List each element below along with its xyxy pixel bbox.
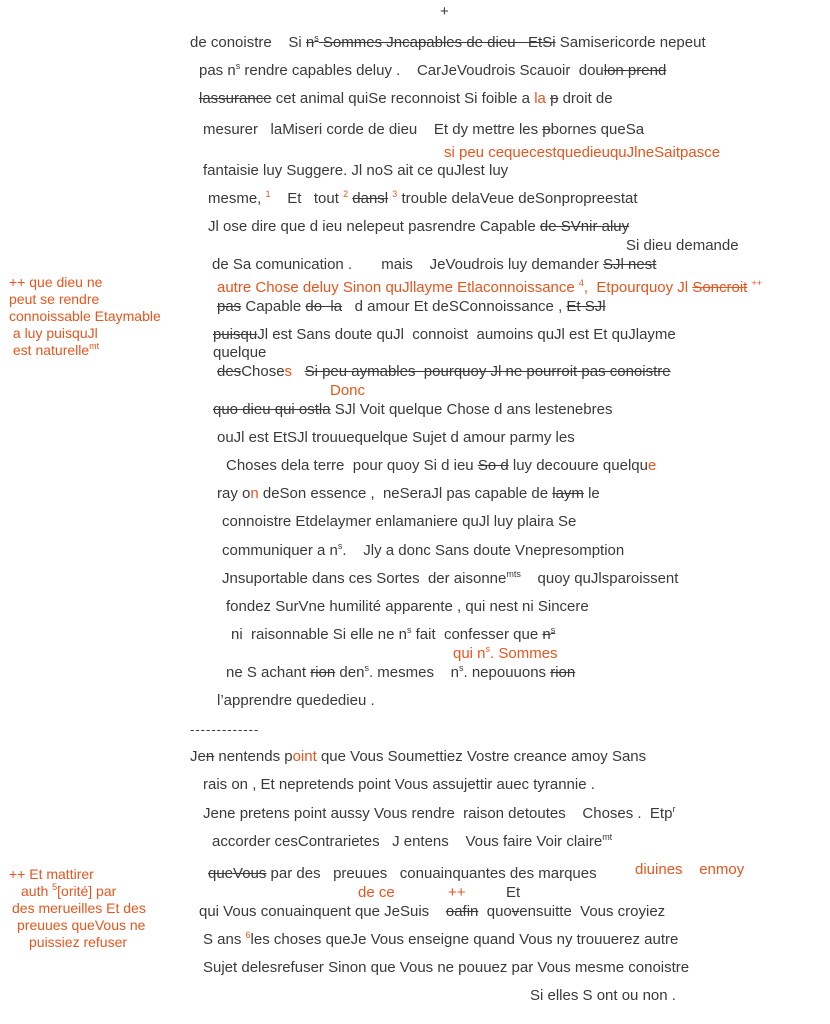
text-line bbox=[199, 903, 665, 921]
text-line bbox=[222, 570, 678, 588]
deleted-text: lon prend bbox=[603, 62, 667, 79]
interlinear-insertion: si peu cequecestquedieuquJlneSaitpasce bbox=[444, 144, 721, 161]
deleted-text: rion bbox=[310, 664, 336, 681]
text-span: trouble delaVeue deSonpropreestat bbox=[397, 190, 638, 207]
text-span: Jl est Sans doute quJl connoist aumoins quJl est Et quJlayme bbox=[257, 326, 676, 343]
margin-note-2-line: des merueilles Et des bbox=[12, 900, 146, 916]
text-span: accorder cesContrarietes J entens Vous faire Voir claire bbox=[212, 833, 603, 850]
text-span: n bbox=[542, 626, 551, 643]
text-line bbox=[231, 626, 555, 644]
text-span: Je bbox=[190, 748, 206, 765]
deleted-text: puisqu bbox=[213, 326, 258, 343]
text-line bbox=[212, 833, 612, 851]
text-span: d amour Et deSConnoissance , bbox=[342, 298, 567, 315]
text-span: qui Vous conuainquent que JeSuis bbox=[199, 903, 446, 920]
superscript: mts bbox=[506, 569, 521, 579]
text-line bbox=[212, 256, 656, 274]
deleted-text: oafin bbox=[445, 903, 479, 920]
text-span: Samisericorde nepeut bbox=[555, 34, 706, 51]
text-span: les choses queJe Vous enseigne quand Vous ny trouuerez autre bbox=[250, 931, 679, 948]
text-span: le bbox=[583, 485, 600, 502]
note-mark: ++ bbox=[448, 884, 466, 901]
text-span: que Vous Soumettiez Vostre creance amoy Sans bbox=[316, 748, 647, 765]
margin-note-2-line: ++ Et mattirer bbox=[9, 866, 94, 882]
text-line: fondez SurVne humilité apparente , qui nest ni Sincere bbox=[226, 598, 589, 615]
deleted-text: n bbox=[205, 748, 215, 765]
deleted-text: dansl bbox=[352, 190, 389, 207]
text-span: qui n bbox=[453, 645, 486, 662]
margin-note-2 bbox=[9, 866, 146, 951]
text-line bbox=[199, 62, 666, 80]
deleted-text: queVous bbox=[208, 865, 267, 882]
header-plus-mark: + bbox=[440, 3, 449, 20]
text-line: l’apprendre quededieu . bbox=[217, 692, 375, 709]
text-line: Sujet delesrefuser Sinon que Vous ne pouuez par Vous mesme conoistre bbox=[203, 959, 690, 976]
text-line: Si elles S ont ou non . bbox=[530, 987, 676, 1004]
deleted-text bbox=[542, 626, 555, 643]
text-line bbox=[213, 326, 676, 344]
deleted-text: v bbox=[511, 903, 520, 920]
text-span: . mesmes n bbox=[368, 664, 459, 681]
deleted-text: Si peu aymables pourquoy Jl ne pourroit pas conoistre bbox=[304, 363, 671, 380]
text-span: n bbox=[305, 34, 315, 51]
interlinear-insertion: de ce bbox=[358, 884, 395, 901]
deleted-text: do la bbox=[305, 298, 343, 315]
superscript: s bbox=[550, 625, 556, 635]
text-span: ni raisonnable Si elle ne n bbox=[231, 626, 407, 643]
deleted-text: rion bbox=[550, 664, 576, 681]
margin-note-1-line: peut se rendre bbox=[9, 291, 100, 307]
text-span: de conoistre Si bbox=[190, 34, 306, 51]
text-span: droit de bbox=[558, 90, 613, 107]
text-line bbox=[190, 34, 706, 52]
text-span bbox=[292, 363, 305, 380]
text-span: de Sa comunication . mais JeVoudrois luy demander bbox=[212, 256, 604, 273]
text-span: pas n bbox=[199, 62, 236, 79]
superscript: s bbox=[485, 644, 491, 654]
text-span: quo bbox=[478, 903, 512, 920]
interlinear-insertion: Si dieu demande bbox=[626, 237, 739, 254]
deleted-text: Et SJl bbox=[566, 298, 606, 315]
text-span: mesme, bbox=[208, 190, 266, 207]
superscript: r bbox=[672, 804, 676, 814]
margin-note-1-line bbox=[9, 342, 161, 359]
deleted-text: p bbox=[542, 121, 551, 138]
superscript: s bbox=[406, 625, 412, 635]
text-span: cet animal quiSe reconnoist Si foible a bbox=[271, 90, 535, 107]
deleted-text: des bbox=[217, 363, 242, 380]
superscript: mt bbox=[602, 832, 613, 842]
text-span: communiquer a n bbox=[222, 542, 338, 559]
margin-note-1 bbox=[9, 274, 161, 359]
text-span: Capable bbox=[241, 298, 306, 315]
interlinear-insertion: Et bbox=[506, 884, 521, 901]
margin-note-1-line: a luy puisquJl bbox=[9, 325, 98, 341]
deleted-text: SJl nest bbox=[603, 256, 657, 273]
text-line bbox=[217, 298, 606, 316]
text-line bbox=[217, 485, 600, 503]
text-span: mesurer laMiseri corde de dieu Et dy mettre les bbox=[203, 121, 543, 138]
text-span: diuines bbox=[635, 861, 683, 878]
margin-note-1-line: ++ que dieu ne bbox=[9, 274, 103, 290]
text-span: . nepouuons bbox=[463, 664, 551, 681]
inserted-text: s bbox=[284, 363, 293, 380]
deleted-text: So d bbox=[477, 457, 509, 474]
text-span: nentends p bbox=[214, 748, 293, 765]
text-line: connoistre Etdelaymer enlamaniere quJl luy plaira Se bbox=[222, 513, 577, 530]
margin-note-2-text: auth bbox=[21, 883, 53, 899]
deleted-text: lassurance bbox=[199, 90, 272, 107]
text-line: rais on , Et nepretends point Vous assujettir auec tyrannie . bbox=[203, 776, 595, 793]
note-number: 2 bbox=[343, 189, 349, 199]
text-span: den bbox=[335, 664, 365, 681]
text-line bbox=[203, 931, 678, 949]
text-line bbox=[226, 457, 656, 475]
text-line bbox=[217, 363, 671, 381]
note-number: 3 bbox=[392, 189, 398, 199]
deleted-text: de SVnir aluy bbox=[539, 218, 630, 235]
note-number: 4 bbox=[578, 278, 584, 288]
note-number: 1 bbox=[265, 189, 271, 199]
text-span: autre Chose deluy Sinon quJllayme Etlaconnoissance bbox=[217, 279, 579, 296]
text-span: . Sommes bbox=[490, 645, 558, 662]
text-span: enmoy bbox=[682, 861, 745, 878]
text-span: . Jly a donc Sans doute Vnepresomption bbox=[342, 542, 625, 559]
text-line bbox=[208, 190, 638, 208]
superscript: s bbox=[314, 33, 319, 43]
deleted-text: pas bbox=[217, 298, 242, 315]
text-span: ray o bbox=[217, 485, 251, 502]
text-span: bornes queSa bbox=[550, 121, 645, 138]
interlinear-insertion bbox=[635, 861, 744, 879]
margin-note-2-line: puissiez refuser bbox=[29, 934, 128, 950]
margin-note-1-sup: mt bbox=[89, 341, 100, 351]
text-span: luy decouure quelqu bbox=[508, 457, 648, 474]
text-line: quelque bbox=[213, 344, 267, 361]
text-span: rendre capables deluy . CarJeVoudrois Scauoir dou bbox=[240, 62, 604, 79]
text-line: ouJl est EtSJl trouuequelque Sujet d amour parmy les bbox=[217, 429, 575, 446]
deleted-text: Soncroit bbox=[692, 279, 748, 296]
text-span: ne S achant bbox=[226, 664, 311, 681]
superscript: s bbox=[458, 663, 464, 673]
text-span: Jnsuportable dans ces Sortes der aisonne bbox=[222, 570, 507, 587]
margin-note-1-line: connoissable Etaymable bbox=[9, 308, 161, 324]
text-line bbox=[213, 401, 612, 419]
text-span: deSon essence , neSeraJl pas capable de bbox=[258, 485, 553, 502]
text-line bbox=[199, 90, 613, 108]
margin-note-1-text: est naturelle bbox=[9, 342, 90, 358]
text-line bbox=[222, 542, 624, 560]
text-line: fantaisie luy Suggere. Jl noS ait ce quJlest luy bbox=[203, 162, 509, 179]
interlinear-insertion: Donc bbox=[330, 382, 366, 399]
text-line bbox=[226, 664, 575, 682]
text-span: par des preuues conuainquantes des marques bbox=[266, 865, 597, 882]
text-span: SJl Voit quelque Chose d ans lestenebres bbox=[330, 401, 613, 418]
deleted-text bbox=[306, 34, 556, 51]
text-span: Sommes Jncapables de dieu EtSi bbox=[318, 34, 556, 51]
text-span: Chose bbox=[241, 363, 285, 380]
deleted-text: laym bbox=[552, 485, 584, 502]
text-span: , Etpourquoy Jl bbox=[583, 279, 693, 296]
text-span: fait confesser que bbox=[411, 626, 543, 643]
text-line bbox=[208, 865, 597, 883]
note-number: 6 bbox=[245, 930, 251, 940]
note-mark: ++ bbox=[751, 278, 763, 288]
interlinear-insertion bbox=[453, 645, 558, 663]
margin-note-2-line: preuues queVous ne bbox=[17, 917, 146, 933]
margin-note-2-text: [orité] par bbox=[57, 883, 117, 899]
superscript: s bbox=[235, 61, 241, 71]
deleted-text: quo dieu qui ostla bbox=[213, 401, 331, 418]
margin-note-2-line bbox=[9, 883, 146, 900]
text-span: Jene pretens point aussy Vous rendre raison detoutes Choses . Etp bbox=[203, 805, 673, 822]
text-span: quoy quJlsparoissent bbox=[520, 570, 679, 587]
deleted-text: p bbox=[550, 90, 559, 107]
inserted-text: oint bbox=[292, 748, 317, 765]
text-span: S ans bbox=[203, 931, 246, 948]
text-span: Et tout bbox=[270, 190, 344, 207]
text-span: Jl ose dire que d ieu nelepeut pasrendre Capable bbox=[208, 218, 540, 235]
inserted-text: la bbox=[534, 90, 546, 107]
superscript: s bbox=[337, 541, 343, 551]
text-line bbox=[203, 121, 644, 139]
text-line bbox=[203, 805, 675, 823]
inserted-text: e bbox=[647, 457, 657, 474]
interlinear-insertion bbox=[217, 279, 762, 297]
text-line bbox=[208, 218, 629, 236]
text-line bbox=[190, 748, 646, 766]
superscript: s bbox=[364, 663, 369, 673]
text-span: ensuitte Vous croyiez bbox=[519, 903, 666, 920]
inserted-text: n bbox=[250, 485, 259, 502]
margin-note-2-sup: 5 bbox=[52, 882, 58, 892]
text-span: Choses dela terre pour quoy Si d ieu bbox=[226, 457, 478, 474]
section-separator: ------------- bbox=[190, 722, 260, 737]
